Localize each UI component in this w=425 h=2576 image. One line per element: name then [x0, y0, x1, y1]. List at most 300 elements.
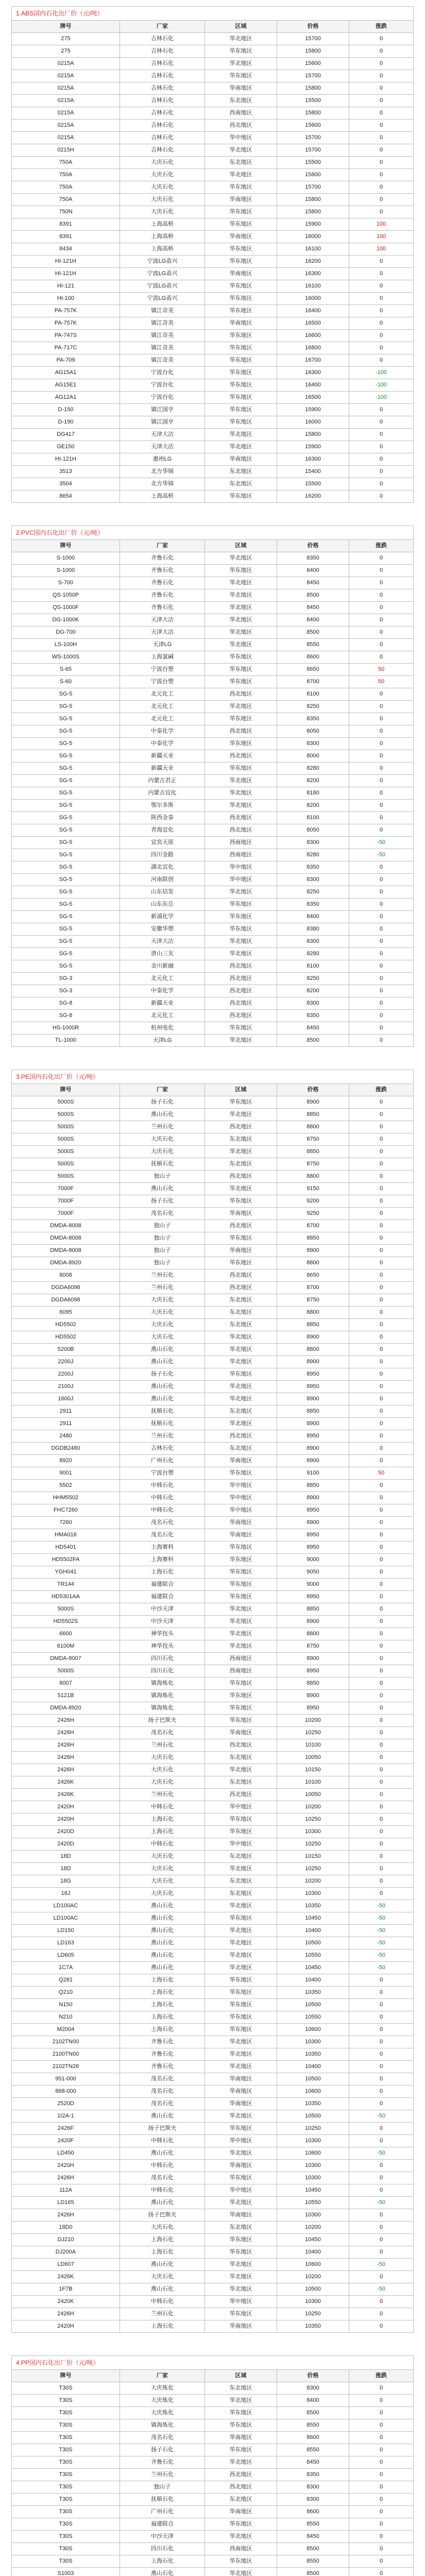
cell-price: 10250 [277, 2308, 349, 2320]
cell-grade: DG417 [12, 429, 120, 440]
cell-change: 0 [379, 901, 383, 907]
table-row [11, 738, 414, 750]
cell-change: 0 [379, 1111, 383, 1117]
cell-change: 0 [379, 2224, 383, 2230]
cell-price: 10600 [277, 2147, 349, 2159]
cell-change: 0 [379, 1012, 383, 1019]
cell-manufacturer: 扬子巴斯夫 [120, 2209, 205, 2221]
cell-grade: 1600J [12, 1393, 120, 1405]
cell-region: 西北地区 [205, 1739, 277, 1751]
cell-region: 华中地区 [205, 2135, 277, 2147]
cell-manufacturer: 上海石化 [120, 1999, 205, 2011]
cell-grade: D-150 [12, 404, 120, 416]
cell-manufacturer: 燕山石化 [120, 1925, 205, 1937]
cell-region: 西北地区 [205, 2481, 277, 2493]
cell-manufacturer: 天津LG [120, 1035, 205, 1046]
cell-grade: DMDA-8008 [12, 1220, 120, 1232]
cell-change: 0 [379, 73, 383, 79]
cell-price: 10550 [277, 2197, 349, 2209]
cell-grade: 0215A [12, 58, 120, 70]
cell-price: 8500 [277, 2543, 349, 2555]
table-row [11, 1640, 414, 1653]
cell-manufacturer: 大庆石化 [120, 1851, 205, 1862]
table-row [11, 466, 414, 478]
cell-region: 华北地区 [205, 169, 277, 181]
cell-manufacturer: 内蒙古君正 [120, 775, 205, 787]
cell-grade: 5200B [12, 1344, 120, 1355]
cell-manufacturer: 中韩石化 [120, 2135, 205, 2147]
cell-manufacturer: 大庆石化 [120, 169, 205, 181]
cell-region: 华东地区 [205, 2308, 277, 2320]
table-row [11, 194, 414, 206]
cell-manufacturer: 大庆石化 [120, 2271, 205, 2283]
cell-manufacturer: 大庆石化 [120, 1146, 205, 1158]
cell-price: 10400 [277, 1925, 349, 1937]
cell-grade: D-190 [12, 416, 120, 428]
cell-change: 0 [379, 2026, 383, 2032]
cell-change: 0 [379, 295, 383, 301]
cell-region: 华东地区 [205, 1677, 277, 1689]
cell-region: 华东地区 [205, 1987, 277, 1998]
cell-price: 10250 [277, 2123, 349, 2134]
table-row [11, 1566, 414, 1579]
cell-manufacturer: 北方华锦 [120, 478, 205, 490]
cell-manufacturer: 上海赛科 [120, 1541, 205, 1553]
table-row [11, 2048, 414, 2061]
cell-price: 8800 [277, 1628, 349, 1640]
cell-price: 8950 [277, 1381, 349, 1393]
cell-manufacturer: 广州石化 [120, 1455, 205, 1467]
cell-grade: 5000S [12, 1146, 120, 1158]
cell-change: 0 [379, 2422, 383, 2428]
cell-region: 西北地区 [205, 1789, 277, 1801]
cell-change: 0 [379, 481, 383, 487]
cell-manufacturer: 杭州电化 [120, 1022, 205, 1034]
cell-grade: S-1000 [12, 552, 120, 564]
table-row [11, 1010, 414, 1022]
table-row [11, 997, 414, 1010]
cell-grade: DMDA-8008 [12, 1245, 120, 1257]
cell-manufacturer: 茂名石化 [120, 2086, 205, 2097]
cell-price: 9100 [277, 1467, 349, 1479]
cell-manufacturer: 鄂尔多斯 [120, 800, 205, 811]
cell-grade: 2426K [12, 2271, 120, 2283]
table-row [11, 713, 414, 725]
cell-grade: SG-5 [12, 960, 120, 972]
cell-grade: HI-121H [12, 256, 120, 267]
cell-manufacturer: 大庆石化 [120, 1764, 205, 1776]
cell-price: 9050 [277, 1566, 349, 1578]
cell-price: 16300 [277, 453, 349, 465]
cell-price: 10300 [277, 2160, 349, 2172]
cell-region: 东北地区 [205, 1405, 277, 1417]
cell-price: 8300 [277, 837, 349, 849]
cell-grade: SG-5 [12, 701, 120, 713]
cell-grade: LD450 [12, 2147, 120, 2159]
cell-grade: 2420D [12, 1838, 120, 1850]
cell-manufacturer: 扬子石化 [120, 1368, 205, 1380]
cell-price: 8750 [277, 1158, 349, 1170]
cell-region: 东北地区 [205, 1133, 277, 1145]
cell-price: 8400 [277, 614, 349, 626]
cell-grade: 275 [12, 45, 120, 57]
cell-region: 华南地区 [205, 1455, 277, 1467]
cell-change: 0 [379, 1532, 383, 1538]
cell-manufacturer: 上海石化 [120, 1974, 205, 1986]
cell-price: 15700 [277, 132, 349, 144]
table-row [11, 1381, 414, 1393]
table-row [11, 1121, 414, 1133]
table-row [11, 899, 414, 911]
cell-price: 16000 [277, 293, 349, 304]
cell-region: 华北地区 [205, 1937, 277, 1949]
cell-region: 东北地区 [205, 1875, 277, 1887]
cell-manufacturer: 大庆炼化 [120, 2382, 205, 2394]
table-row [11, 2246, 414, 2259]
table-row [11, 1307, 414, 1319]
cell-price: 8850 [277, 1319, 349, 1331]
cell-region: 西北地区 [205, 997, 277, 1009]
cell-grade: 2426F [12, 2123, 120, 2134]
cell-price: 8800 [277, 1257, 349, 1269]
cell-grade: 3513 [12, 466, 120, 478]
cell-manufacturer: 齐鲁石化 [120, 602, 205, 614]
section-title: 1.ABS国内石化出厂价（元/吨） [11, 6, 414, 21]
cell-grade: 18D0 [12, 2222, 120, 2233]
cell-manufacturer: 大庆石化 [120, 1133, 205, 1145]
table-row [11, 293, 414, 305]
cell-price: 15500 [277, 478, 349, 490]
cell-price: 10500 [277, 1999, 349, 2011]
cell-change: 0 [379, 1643, 383, 1649]
table-row [11, 268, 414, 280]
cell-region: 华东地区 [205, 2246, 277, 2258]
cell-manufacturer: 兰州石化 [120, 2469, 205, 2481]
cell-change: 0 [379, 1606, 383, 1612]
cell-price: 8650 [277, 664, 349, 675]
table-row [11, 1715, 414, 1727]
table-row [11, 1096, 414, 1109]
cell-price: 16600 [277, 330, 349, 342]
cell-region: 华北地区 [205, 1356, 277, 1368]
cell-grade: 0215H [12, 144, 120, 156]
column-header-price: 价格 [277, 21, 349, 32]
cell-price: 8180 [277, 787, 349, 799]
cell-region: 华东地区 [205, 2011, 277, 2023]
cell-change: 0 [379, 1680, 383, 1686]
cell-region: 华南地区 [205, 268, 277, 280]
cell-change: 0 [379, 2558, 383, 2564]
table-row [11, 1591, 414, 1603]
cell-manufacturer: 镇江国亨 [120, 416, 205, 428]
table-row [11, 95, 414, 107]
cell-change: 0 [379, 876, 383, 883]
table-row [11, 2036, 414, 2048]
table-row [11, 2259, 414, 2271]
cell-price: 15600 [277, 120, 349, 131]
table-row [11, 1418, 414, 1430]
cell-change: -50 [377, 839, 385, 845]
table-row [11, 1257, 414, 1269]
cell-price: 8750 [277, 1133, 349, 1145]
cell-grade: 8920 [12, 1455, 120, 1467]
cell-change: 0 [379, 1334, 383, 1340]
cell-price: 8900 [277, 1096, 349, 1108]
cell-change: 0 [379, 1136, 383, 1142]
cell-grade: DMDA-8920 [12, 1702, 120, 1714]
cell-grade: SG-5 [12, 899, 120, 910]
cell-price: 16500 [277, 317, 349, 329]
cell-manufacturer: 茂名石化 [120, 2098, 205, 2110]
cell-manufacturer: 宁波LG甬兴 [120, 256, 205, 267]
cell-region: 华东地区 [205, 1591, 277, 1603]
cell-price: 8900 [277, 1356, 349, 1368]
cell-region: 华东地区 [205, 899, 277, 910]
cell-grade: HI-121 [12, 280, 120, 292]
cell-change: 0 [379, 2039, 383, 2045]
cell-price: 8500 [277, 1035, 349, 1046]
cell-region: 华南地区 [205, 1245, 277, 1257]
table-row [11, 1987, 414, 1999]
cell-price: 8350 [277, 552, 349, 564]
cell-region: 华北地区 [205, 2395, 277, 2406]
cell-change: 0 [379, 827, 383, 833]
cell-change: -50 [377, 1964, 385, 1971]
cell-grade: FHC7260 [12, 1504, 120, 1516]
cell-change: 0 [379, 1346, 383, 1352]
cell-manufacturer: 兰州石化 [120, 1121, 205, 1133]
table-row [11, 762, 414, 775]
column-header-change: 涨跌 [376, 23, 387, 29]
cell-price: 8350 [277, 713, 349, 725]
cell-manufacturer: 新浦化学 [120, 911, 205, 923]
cell-price: 8200 [277, 775, 349, 787]
cell-manufacturer: 独山子 [120, 1245, 205, 1257]
cell-change: 0 [379, 1297, 383, 1303]
table-row [11, 874, 414, 886]
cell-region: 东北地区 [205, 95, 277, 107]
cell-grade: T30S [12, 2382, 120, 2394]
table-row [11, 82, 414, 95]
cell-price: 10400 [277, 2061, 349, 2073]
cell-grade: HI-121H [12, 268, 120, 280]
cell-grade: SG-8 [12, 997, 120, 1009]
table-row [11, 973, 414, 985]
cell-manufacturer: 扬子巴斯夫 [120, 1715, 205, 1726]
cell-region: 华东地区 [205, 911, 277, 923]
table-row [11, 70, 414, 82]
cell-manufacturer: 上海石化 [120, 2555, 205, 2567]
cell-manufacturer: 宁波台塑 [120, 676, 205, 688]
cell-change: 0 [379, 2570, 383, 2576]
cell-region: 华东地区 [205, 762, 277, 774]
cell-region: 华东地区 [205, 676, 277, 688]
cell-region: 西南地区 [205, 1653, 277, 1665]
cell-manufacturer: 安徽华塑 [120, 923, 205, 935]
cell-manufacturer: 兰州石化 [120, 1430, 205, 1442]
cell-change: 0 [379, 1161, 383, 1167]
cell-grade: S-60 [12, 676, 120, 688]
cell-grade: 868-000 [12, 2086, 120, 2097]
table-row [11, 305, 414, 317]
cell-price: 10400 [277, 2246, 349, 2258]
cell-grade: 8654 [12, 490, 120, 502]
cell-manufacturer: 齐鲁石化 [120, 565, 205, 577]
cell-region: 华东地区 [205, 404, 277, 416]
cell-change: 0 [379, 2051, 383, 2057]
cell-manufacturer: 金川新融 [120, 960, 205, 972]
cell-grade: 5121B [12, 1690, 120, 1702]
cell-grade: 7000F [12, 1208, 120, 1219]
cell-manufacturer: 北元化工 [120, 973, 205, 985]
cell-price: 8200 [277, 800, 349, 811]
cell-price: 8400 [277, 2395, 349, 2406]
cell-grade: AG15A1 [12, 367, 120, 379]
cell-grade: 0215A [12, 120, 120, 131]
table-row [11, 2135, 414, 2147]
cell-manufacturer: 独山子 [120, 2481, 205, 2493]
table-row [11, 157, 414, 169]
cell-price: 8300 [277, 2494, 349, 2505]
cell-price: 9000 [277, 1579, 349, 1590]
cell-grade: SG-5 [12, 812, 120, 824]
cell-price: 15900 [277, 404, 349, 416]
cell-price: 8250 [277, 886, 349, 898]
cell-change: 0 [379, 2385, 383, 2391]
cell-change: -50 [377, 1903, 385, 1909]
cell-region: 华北地区 [205, 1616, 277, 1628]
cell-manufacturer: 天津大沽 [120, 429, 205, 440]
cell-manufacturer: 中韩石化 [120, 2184, 205, 2196]
cell-grade: T30S [12, 2407, 120, 2419]
cell-region: 东北地区 [205, 1776, 277, 1788]
cell-region: 华东地区 [205, 1541, 277, 1553]
cell-price: 8550 [277, 2518, 349, 2530]
table-row [11, 404, 414, 416]
cell-grade: 8391 [12, 218, 120, 230]
cell-change: 0 [379, 2249, 383, 2255]
cell-grade: PA-757K [12, 317, 120, 329]
cell-manufacturer: 大庆石化 [120, 1331, 205, 1343]
cell-manufacturer: 宁波台化 [120, 379, 205, 391]
cell-grade: PA-747S [12, 330, 120, 342]
cell-change: 0 [379, 1544, 383, 1550]
cell-region: 华东地区 [205, 416, 277, 428]
table-row [11, 1665, 414, 1677]
cell-manufacturer: 河南联创 [120, 874, 205, 886]
table-row [11, 2432, 414, 2444]
cell-manufacturer: 燕山石化 [120, 1381, 205, 1393]
cell-grade: 0215A [12, 107, 120, 119]
table-row [11, 911, 414, 923]
cell-price: 8700 [277, 676, 349, 688]
cell-manufacturer: 燕山石化 [120, 1109, 205, 1121]
cell-price: 10250 [277, 1838, 349, 1850]
table-row [11, 1158, 414, 1171]
cell-manufacturer: 上海石化 [120, 1826, 205, 1838]
table-row [11, 367, 414, 379]
cell-region: 华东地区 [205, 1257, 277, 1269]
price-section [11, 526, 414, 1047]
table-row [11, 552, 414, 565]
cell-grade: 2426H [12, 1764, 120, 1776]
cell-change: 0 [379, 60, 383, 66]
cell-manufacturer: 大庆炼化 [120, 2395, 205, 2406]
table-row [11, 2444, 414, 2456]
cell-grade: T30S [12, 2432, 120, 2444]
cell-manufacturer: 唐山三友 [120, 948, 205, 960]
table-row [11, 1851, 414, 1863]
cell-change: 0 [379, 1754, 383, 1760]
cell-region: 华中地区 [205, 132, 277, 144]
cell-manufacturer: 燕山石化 [120, 1937, 205, 1949]
cell-manufacturer: 大庆石化 [120, 157, 205, 168]
cell-price: 10350 [277, 2320, 349, 2332]
cell-region: 东北地区 [205, 478, 277, 490]
cell-price: 8900 [277, 1418, 349, 1430]
cell-region: 华东地区 [205, 2234, 277, 2246]
cell-change: 0 [379, 2521, 383, 2527]
cell-change: 0 [379, 122, 383, 128]
cell-price: 10250 [277, 1814, 349, 1825]
cell-grade: 2426H [12, 2172, 120, 2184]
cell-price: 9250 [277, 1208, 349, 1219]
cell-change: 0 [379, 1309, 383, 1315]
cell-change: 0 [379, 1272, 383, 1278]
cell-manufacturer: 燕山石化 [120, 1962, 205, 1974]
cell-price: 8600 [277, 2432, 349, 2444]
cell-price: 8100 [277, 688, 349, 700]
cell-grade: TR144 [12, 1579, 120, 1590]
cell-price: 8200 [277, 985, 349, 997]
table-row [11, 1838, 414, 1851]
cell-region: 西北地区 [205, 1269, 277, 1281]
table-row [11, 218, 414, 231]
cell-change: 0 [379, 1779, 383, 1785]
cell-price: 8000 [277, 750, 349, 762]
cell-price: 8450 [277, 2456, 349, 2468]
cell-region: 华南地区 [205, 194, 277, 206]
cell-region: 华东地区 [205, 713, 277, 725]
cell-grade: 7260 [12, 1517, 120, 1529]
table-row [11, 1912, 414, 1925]
cell-manufacturer: 燕山石化 [120, 2259, 205, 2270]
cell-price: 8250 [277, 973, 349, 985]
column-header-grade: 牌号 [12, 540, 120, 552]
cell-region: 华北地区 [205, 2531, 277, 2543]
cell-grade: SG-5 [12, 750, 120, 762]
cell-region: 东北地区 [205, 1319, 277, 1331]
cell-grade: LD607 [12, 2259, 120, 2270]
cell-grade: AG12A1 [12, 392, 120, 403]
cell-grade: 7000F [12, 1195, 120, 1207]
cell-change: 0 [379, 1173, 383, 1179]
cell-region: 西北地区 [205, 688, 277, 700]
cell-grade: SG-5 [12, 837, 120, 849]
cell-manufacturer: 天津LG [120, 639, 205, 651]
cell-price: 10500 [277, 2283, 349, 2295]
cell-manufacturer: 兰州石化 [120, 1739, 205, 1751]
cell-change: 0 [379, 629, 383, 635]
cell-grade: 5000S [12, 1133, 120, 1145]
cell-grade: 2102TN26 [12, 2061, 120, 2073]
cell-manufacturer: 上海石化 [120, 2320, 205, 2332]
cell-region: 华北地区 [205, 1146, 277, 1158]
cell-price: 15500 [277, 157, 349, 168]
cell-price: 10550 [277, 1950, 349, 1961]
cell-change: 0 [379, 1977, 383, 1983]
cell-price: 8950 [277, 1541, 349, 1553]
